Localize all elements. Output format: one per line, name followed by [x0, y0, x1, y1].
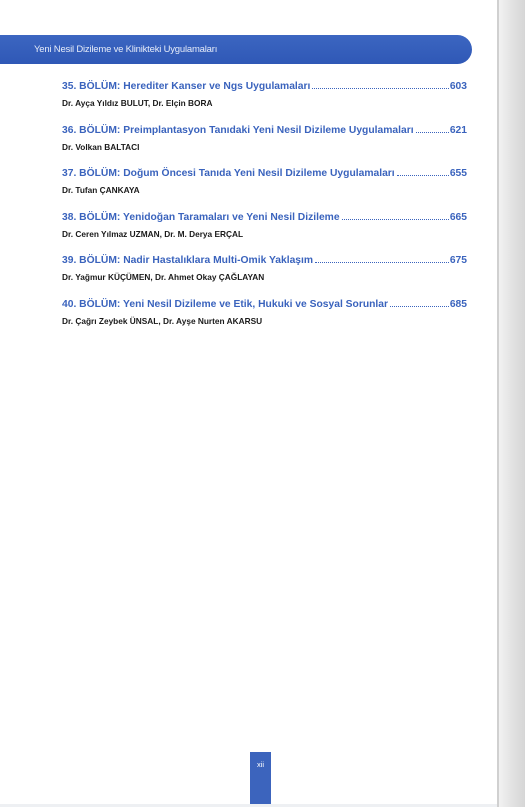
toc-entry-heading[interactable]: [62, 80, 467, 93]
toc-entry-heading[interactable]: [62, 298, 467, 311]
toc-entry-title-text: Doğum Öncesi Tanıda Yeni Nesil Dizileme Uygulamaları: [123, 168, 395, 180]
toc-entry-page[interactable]: 685: [449, 298, 467, 310]
toc-entry-authors: Dr. Çağrı Zeybek ÜNSAL, Dr. Ayşe Nurten AKARSU: [62, 315, 263, 326]
dot-leader: [416, 132, 449, 133]
page-number-tab: [250, 752, 271, 807]
toc-entry-chapter: 35. BÖLÜM:: [62, 81, 121, 92]
toc-entry-title-text: Herediter Kanser ve Ngs Uygulamaları: [123, 81, 311, 92]
toc-entry-page[interactable]: 665: [449, 211, 467, 223]
toc-entry-title[interactable]: [62, 298, 388, 311]
dot-leader: [315, 262, 449, 263]
toc-entry-title-text: Nadir Hastalıklara Multi-Omik Yaklaşım: [123, 255, 314, 267]
toc-entry-chapter: 37. BÖLÜM:: [62, 168, 121, 180]
toc-entry-chapter: 40. BÖLÜM:: [62, 298, 121, 310]
running-header: [0, 35, 472, 64]
toc-entry-chapter: 39. BÖLÜM:: [62, 255, 121, 267]
toc-entry-heading[interactable]: [62, 211, 467, 224]
toc-entry[interactable]: [62, 254, 467, 298]
toc-entry-authors: Dr. Ayça Yıldız BULUT, Dr. Elçin BORA: [62, 98, 213, 108]
toc-entry-page[interactable]: 603: [449, 81, 467, 92]
dot-leader: [397, 175, 449, 176]
toc-entry[interactable]: [62, 298, 467, 342]
page-number: xii: [256, 760, 265, 769]
toc-entry-authors: Dr. Volkan BALTACI: [62, 141, 140, 152]
page-edge-shadow: [497, 0, 525, 807]
dot-leader: [312, 88, 448, 89]
toc-entry-authors: Dr. Yağmur KÜÇÜMEN, Dr. Ahmet Okay ÇAĞLAYAN: [62, 272, 265, 283]
toc-entry-title[interactable]: [62, 80, 310, 93]
dot-leader: [342, 219, 449, 220]
toc-entry-heading[interactable]: [62, 124, 467, 137]
toc-entry-page[interactable]: 655: [449, 168, 467, 180]
toc-entry[interactable]: [62, 124, 467, 168]
toc-entry-title[interactable]: [62, 254, 313, 267]
toc-entry-authors: Dr. Ceren Yılmaz UZMAN, Dr. M. Derya ERÇAL: [62, 228, 244, 239]
dot-leader: [390, 306, 449, 307]
toc-entry-chapter: 38. BÖLÜM:: [62, 211, 121, 223]
running-header-title: Yeni Nesil Dizileme ve Klinikteki Uygulamaları: [34, 44, 218, 55]
toc-entry-title-text: Preimplantasyon Tanıdaki Yeni Nesil Dizileme Uygulamaları: [123, 124, 414, 136]
table-of-contents: [62, 80, 467, 342]
toc-entry-authors: Dr. Tufan ÇANKAYA: [62, 185, 140, 196]
toc-entry-chapter: 36. BÖLÜM:: [62, 124, 121, 136]
toc-entry-title-text: Yeni Nesil Dizileme ve Etik, Hukuki ve Sosyal Sorunlar: [123, 298, 389, 310]
toc-entry-title[interactable]: [62, 167, 395, 180]
toc-entry-title-text: Yenidoğan Taramaları ve Yeni Nesil Dizileme: [123, 211, 340, 223]
toc-entry-heading[interactable]: [62, 254, 467, 267]
toc-entry[interactable]: [62, 167, 467, 211]
toc-entry-title[interactable]: [62, 124, 414, 137]
toc-entry[interactable]: [62, 211, 467, 255]
toc-entry[interactable]: [62, 80, 467, 124]
toc-entry-title[interactable]: [62, 211, 340, 224]
toc-entry-heading[interactable]: [62, 167, 467, 180]
toc-entry-page[interactable]: 675: [449, 255, 467, 267]
toc-entry-page[interactable]: 621: [449, 124, 467, 136]
